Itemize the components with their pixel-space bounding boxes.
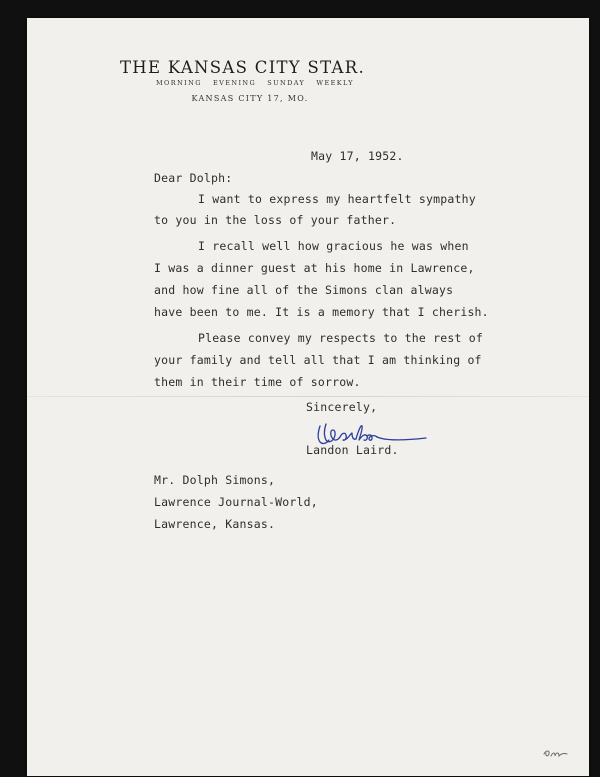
edition-evening: EVENING: [212, 79, 257, 87]
edition-sunday: SUNDAY: [267, 79, 306, 87]
edition-morning: MORNING: [156, 79, 202, 87]
closing: Sincerely,: [306, 400, 378, 414]
salutation: Dear Dolph:: [154, 171, 233, 185]
signer-name: Landon Laird.: [306, 443, 399, 457]
letterhead-city: KANSAS CITY 17, MO.: [191, 94, 309, 103]
recipient-line: Lawrence Journal-World,: [154, 495, 318, 509]
edition-weekly: WEEKLY: [316, 79, 354, 87]
letterhead: [120, 58, 366, 103]
pencil-mark: [540, 742, 570, 762]
newspaper-name: THE KANSAS CITY STAR.: [120, 58, 366, 77]
body-line: and how fine all of the Simons clan always: [154, 283, 454, 297]
edition-list: [120, 79, 360, 87]
recipient-line: Mr. Dolph Simons,: [154, 473, 276, 487]
fold-crease: [27, 396, 589, 397]
body-line: to you in the loss of your father.: [154, 213, 397, 227]
body-line: your family and tell all that I am thinking of: [154, 353, 482, 367]
letter-page: [27, 18, 589, 776]
body-line: Please convey my respects to the rest of: [198, 331, 483, 345]
body-line: them in their time of sorrow.: [154, 375, 361, 389]
body-line: I was a dinner guest at his home in Lawrence,: [154, 261, 475, 275]
body-line: I recall well how gracious he was when: [198, 239, 469, 253]
body-line: have been to me. It is a memory that I cherish.: [154, 305, 489, 319]
recipient-line: Lawrence, Kansas.: [154, 517, 276, 531]
body-line: I want to express my heartfelt sympathy: [198, 192, 476, 206]
letter-date: May 17, 1952.: [311, 149, 404, 163]
